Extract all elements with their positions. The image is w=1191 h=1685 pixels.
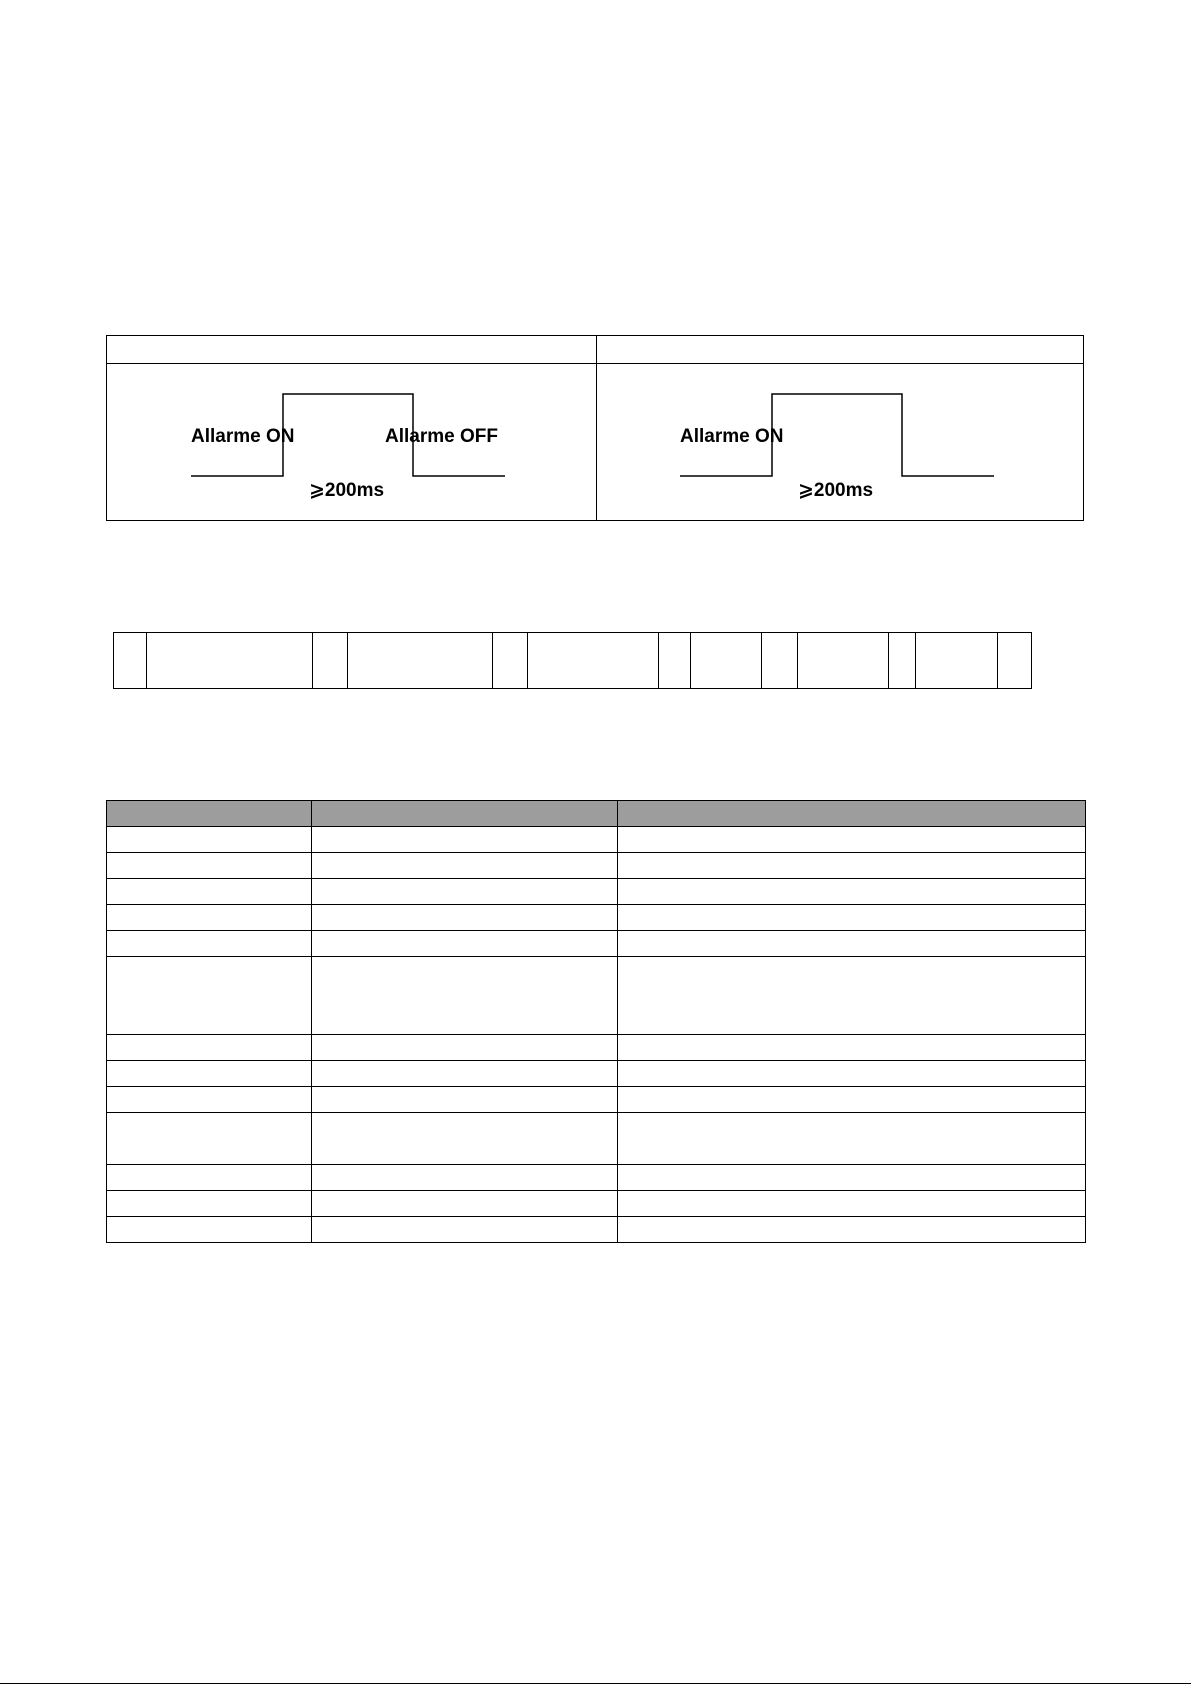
table-cell [312,1191,618,1217]
frame-divider [146,633,147,688]
table-cell [312,853,618,879]
table-row [107,1087,1086,1113]
table-cell [107,1113,312,1165]
table-cell [312,1087,618,1113]
data-table-header-row [107,801,1086,827]
table-cell [107,879,312,905]
table-row [107,1191,1086,1217]
table-cell [107,827,312,853]
frame-divider [492,633,493,688]
table-cell [618,957,1086,1035]
table-row [107,1035,1086,1061]
table-row [107,879,1086,905]
table-cell [107,853,312,879]
waveform-table [106,335,1084,521]
waveform-left-diagram [107,365,595,520]
waveform-left-off-label: Allarme OFF [385,426,498,447]
frame-divider [347,633,348,688]
table-cell [312,931,618,957]
table-cell [312,827,618,853]
data-table-header-cell [312,801,618,827]
table-row [107,1217,1086,1243]
data-table-header-cell [618,801,1086,827]
table-cell [312,957,618,1035]
page-bottom-rule [0,1683,1191,1684]
frame-divider [888,633,889,688]
frame-divider [761,633,762,688]
waveform-table-header [107,336,1083,364]
table-cell [107,1217,312,1243]
data-table-body [107,827,1086,1243]
table-cell [618,931,1086,957]
table-cell [618,1217,1086,1243]
table-cell [312,1217,618,1243]
frame-divider [312,633,313,688]
frame-divider [527,633,528,688]
table-row [107,957,1086,1035]
table-cell [618,1113,1086,1165]
table-cell [618,1087,1086,1113]
table-cell [618,905,1086,931]
table-cell [618,879,1086,905]
waveform-right-duration-label: ⩾200ms [798,480,874,501]
table-cell [107,1061,312,1087]
table-cell [618,853,1086,879]
table-cell [107,1087,312,1113]
table-cell [618,1191,1086,1217]
signal-frame-strip [113,632,1032,689]
table-cell [107,1035,312,1061]
table-cell [312,1061,618,1087]
frame-divider [658,633,659,688]
table-cell [107,905,312,931]
table-cell [618,1165,1086,1191]
waveform-right-on-label: Allarme ON [680,426,784,447]
table-cell [312,879,618,905]
table-cell [107,931,312,957]
frame-divider [997,633,998,688]
frame-divider [690,633,691,688]
table-cell [107,957,312,1035]
table-cell [107,1165,312,1191]
table-cell [312,905,618,931]
frame-divider [797,633,798,688]
table-row [107,827,1086,853]
waveform-left-on-label: Allarme ON [191,426,295,447]
table-cell [618,1035,1086,1061]
table-cell [312,1165,618,1191]
table-row [107,1165,1086,1191]
data-table-header-cell [107,801,312,827]
data-table [106,800,1086,1243]
table-cell [618,827,1086,853]
table-cell [312,1113,618,1165]
table-cell [107,1191,312,1217]
frame-divider [915,633,916,688]
waveform-right-diagram [596,365,1084,520]
table-cell [312,1035,618,1061]
waveform-left-duration-label: ⩾200ms [309,480,385,501]
table-row [107,1061,1086,1087]
table-row [107,853,1086,879]
table-row [107,905,1086,931]
table-row [107,1113,1086,1165]
table-cell [618,1061,1086,1087]
table-row [107,931,1086,957]
